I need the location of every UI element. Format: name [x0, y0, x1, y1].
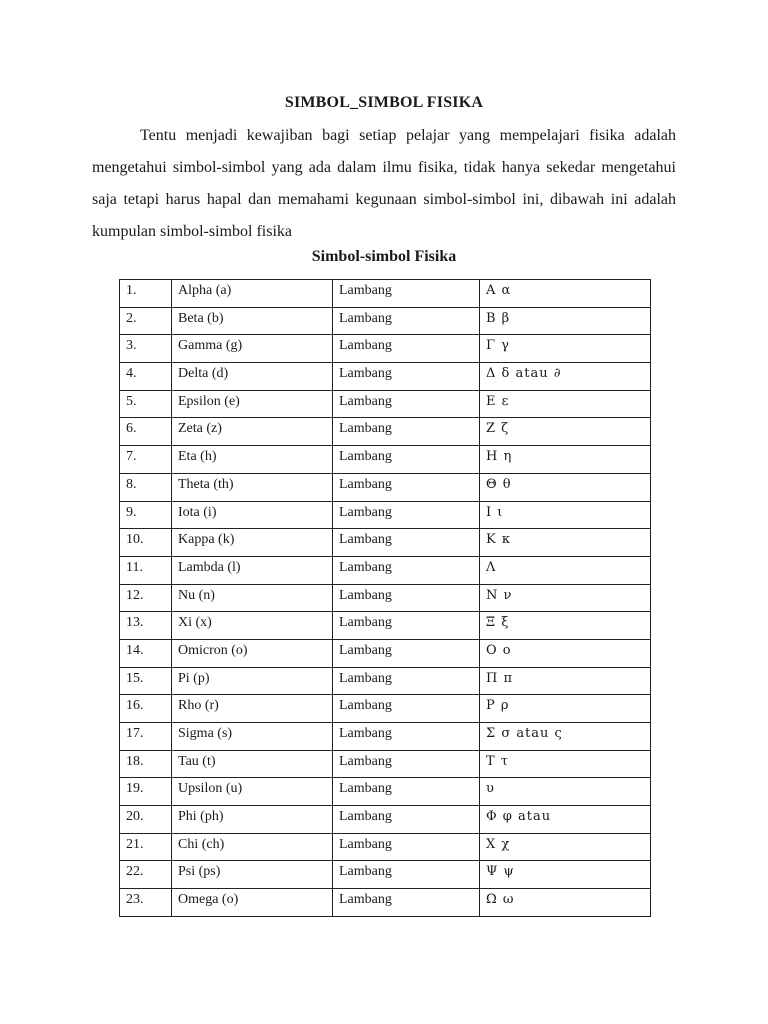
symbol-kind: Lambang	[333, 529, 480, 557]
table-row	[120, 473, 651, 501]
symbol-name: Delta (d)	[172, 363, 333, 391]
symbol-glyphs: Λ	[480, 556, 651, 584]
symbol-glyphs: Φ φ atau	[480, 806, 651, 834]
table-row	[120, 363, 651, 391]
symbol-name: Eta (h)	[172, 446, 333, 474]
table-row	[120, 723, 651, 751]
symbol-kind: Lambang	[333, 889, 480, 917]
row-number: 1.	[120, 280, 172, 308]
table-row	[120, 501, 651, 529]
symbol-glyphs: υ	[480, 778, 651, 806]
symbols-table-body	[120, 280, 651, 917]
document-title: SIMBOL_SIMBOL FISIKA	[284, 94, 484, 111]
row-number: 23.	[120, 889, 172, 917]
symbol-kind: Lambang	[333, 833, 480, 861]
symbol-glyphs: Ρ ρ	[480, 695, 651, 723]
intro-paragraph: Tentu menjadi kewajiban bagi setiap pelajar yang mempelajari fisika adalah mengetahui simbol-simbol yang ada dalam ilmu fisika, tidak hanya sekedar mengetahui saja tetapi harus hapal dan memahami kegunaan simbol-simbol ini, dibawah ini adalah kumpulan simbol-simbol fisika	[92, 127, 676, 240]
symbol-name: Tau (t)	[172, 750, 333, 778]
symbol-glyphs: Η η	[480, 446, 651, 474]
symbol-glyphs: Ε ε	[480, 390, 651, 418]
symbol-glyphs: Θ θ	[480, 473, 651, 501]
symbols-table	[119, 279, 651, 917]
symbol-name: Theta (th)	[172, 473, 333, 501]
row-number: 17.	[120, 723, 172, 751]
symbol-name: Sigma (s)	[172, 723, 333, 751]
symbol-name: Pi (p)	[172, 667, 333, 695]
row-number: 7.	[120, 446, 172, 474]
symbol-kind: Lambang	[333, 473, 480, 501]
symbol-glyphs: Α α	[480, 280, 651, 308]
symbol-glyphs: Β β	[480, 307, 651, 335]
symbol-glyphs: Σ σ atau ς	[480, 723, 651, 751]
symbol-glyphs: Ω ω	[480, 889, 651, 917]
row-number: 9.	[120, 501, 172, 529]
symbol-kind: Lambang	[333, 806, 480, 834]
table-row	[120, 612, 651, 640]
table-row	[120, 639, 651, 667]
symbol-name: Omega (o)	[172, 889, 333, 917]
symbol-name: Rho (r)	[172, 695, 333, 723]
row-number: 4.	[120, 363, 172, 391]
row-number: 3.	[120, 335, 172, 363]
table-row	[120, 584, 651, 612]
row-number: 2.	[120, 307, 172, 335]
table-row	[120, 806, 651, 834]
row-number: 21.	[120, 833, 172, 861]
row-number: 18.	[120, 750, 172, 778]
symbol-kind: Lambang	[333, 723, 480, 751]
symbol-name: Iota (i)	[172, 501, 333, 529]
table-row	[120, 529, 651, 557]
symbol-glyphs: Κ κ	[480, 529, 651, 557]
symbol-name: Nu (n)	[172, 584, 333, 612]
symbol-glyphs: Ξ ξ	[480, 612, 651, 640]
row-number: 6.	[120, 418, 172, 446]
symbol-name: Chi (ch)	[172, 833, 333, 861]
table-row	[120, 861, 651, 889]
symbol-name: Xi (x)	[172, 612, 333, 640]
row-number: 10.	[120, 529, 172, 557]
table-row	[120, 556, 651, 584]
symbol-glyphs: Δ δ atau ∂	[480, 363, 651, 391]
table-caption: Simbol-simbol Fisika	[311, 248, 457, 265]
symbol-name: Gamma (g)	[172, 335, 333, 363]
row-number: 22.	[120, 861, 172, 889]
table-row	[120, 889, 651, 917]
table-row	[120, 335, 651, 363]
symbol-kind: Lambang	[333, 363, 480, 391]
row-number: 8.	[120, 473, 172, 501]
table-row	[120, 280, 651, 308]
symbol-kind: Lambang	[333, 778, 480, 806]
symbol-glyphs: Ο ο	[480, 639, 651, 667]
symbol-kind: Lambang	[333, 307, 480, 335]
row-number: 12.	[120, 584, 172, 612]
table-row	[120, 667, 651, 695]
symbol-glyphs: Ν ν	[480, 584, 651, 612]
symbol-kind: Lambang	[333, 280, 480, 308]
symbol-kind: Lambang	[333, 861, 480, 889]
symbol-kind: Lambang	[333, 335, 480, 363]
symbol-kind: Lambang	[333, 418, 480, 446]
symbol-kind: Lambang	[333, 556, 480, 584]
symbol-kind: Lambang	[333, 695, 480, 723]
symbol-kind: Lambang	[333, 639, 480, 667]
symbol-glyphs: Ι ι	[480, 501, 651, 529]
symbol-kind: Lambang	[333, 446, 480, 474]
table-row	[120, 446, 651, 474]
symbol-kind: Lambang	[333, 390, 480, 418]
symbol-name: Upsilon (u)	[172, 778, 333, 806]
symbol-name: Omicron (o)	[172, 639, 333, 667]
symbol-name: Epsilon (e)	[172, 390, 333, 418]
symbol-name: Phi (ph)	[172, 806, 333, 834]
symbol-name: Lambda (l)	[172, 556, 333, 584]
row-number: 20.	[120, 806, 172, 834]
symbol-kind: Lambang	[333, 667, 480, 695]
symbol-glyphs: Τ τ	[480, 750, 651, 778]
symbol-glyphs: Π π	[480, 667, 651, 695]
symbol-name: Kappa (k)	[172, 529, 333, 557]
row-number: 14.	[120, 639, 172, 667]
row-number: 5.	[120, 390, 172, 418]
table-row	[120, 307, 651, 335]
symbol-name: Alpha (a)	[172, 280, 333, 308]
table-row	[120, 833, 651, 861]
symbol-name: Beta (b)	[172, 307, 333, 335]
row-number: 13.	[120, 612, 172, 640]
table-row	[120, 390, 651, 418]
table-row	[120, 695, 651, 723]
row-number: 11.	[120, 556, 172, 584]
symbol-name: Psi (ps)	[172, 861, 333, 889]
symbol-name: Zeta (z)	[172, 418, 333, 446]
row-number: 19.	[120, 778, 172, 806]
symbol-kind: Lambang	[333, 584, 480, 612]
symbol-glyphs: Ψ ψ	[480, 861, 651, 889]
row-number: 15.	[120, 667, 172, 695]
row-number: 16.	[120, 695, 172, 723]
symbol-kind: Lambang	[333, 612, 480, 640]
table-row	[120, 778, 651, 806]
symbol-kind: Lambang	[333, 750, 480, 778]
symbol-glyphs: Γ γ	[480, 335, 651, 363]
symbol-glyphs: Ζ ζ	[480, 418, 651, 446]
symbol-kind: Lambang	[333, 501, 480, 529]
symbol-glyphs: Χ χ	[480, 833, 651, 861]
table-row	[120, 750, 651, 778]
table-row	[120, 418, 651, 446]
